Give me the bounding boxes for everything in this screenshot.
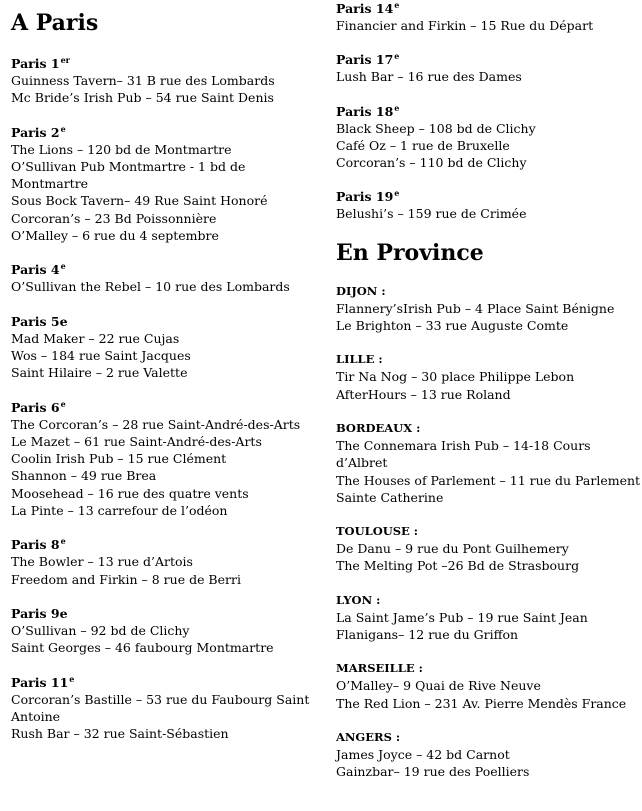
arrondissement-title [11, 261, 326, 278]
arrondissement-title-text: Paris 11 [11, 674, 69, 690]
arrondissement-title [336, 188, 642, 205]
pub-entry: O’Sullivan – 92 bd de Clichy [11, 622, 190, 638]
arrondissement-title-text: Paris 9e [11, 605, 68, 621]
pub-entry: Sainte Catherine [336, 489, 444, 505]
arrondissement-title [336, 103, 642, 120]
pub-entry: La Pinte – 13 carrefour de l’odéon [11, 503, 228, 519]
arrondissement-title [11, 313, 326, 330]
pub-entry: Guinness Tavern– 31 B rue des Lombards [11, 73, 275, 88]
pub-entry: AfterHours – 13 rue Roland [336, 386, 511, 402]
arrondissement-title-text: Paris 19 [336, 189, 394, 205]
pub-entry: Café Oz – 1 rue de Bruxelle [336, 137, 510, 153]
pub-entry: The Corcoran’s – 28 rue Saint-André-des-Arts [11, 416, 301, 432]
arrondissement-title-text: Paris 1 [11, 56, 60, 71]
pub-entry: Black Sheep – 108 bd de Clichy [336, 120, 536, 136]
pub-entry: Freedom and Firkin – 8 rue de Berri [11, 571, 241, 587]
pub-entry: Belushi’s – 159 rue de Crimée [336, 206, 527, 222]
arrondissement-title-text: Paris 4 [11, 262, 60, 278]
arrondissement-title [11, 399, 326, 416]
arrondissement-title [336, 51, 642, 68]
pub-entry: Mad Maker – 22 rue Cujas [11, 330, 180, 346]
paris-sections-right [336, 0, 642, 223]
city-title: ANGERS : [336, 729, 401, 744]
pub-entry: Saint Hilaire – 2 rue Valette [11, 365, 188, 381]
city-section [336, 729, 642, 781]
pub-entry: Shannon – 49 rue Brea [11, 468, 157, 484]
city-title: BORDEAUX : [336, 420, 421, 435]
city-title: DIJON : [336, 283, 386, 298]
pub-entry: Corcoran’s – 23 Bd Poissonnière [11, 210, 217, 226]
city-section [336, 523, 642, 575]
arrondissement-section [11, 605, 326, 657]
arrondissement-title [11, 536, 326, 553]
arrondissement-section [336, 103, 642, 172]
pub-entry: The Houses of Parlement – 11 rue du Parlement [336, 472, 641, 488]
arrondissement-title [11, 124, 326, 141]
pub-entry: James Joyce – 42 bd Carnot [336, 746, 510, 762]
arrondissement-section [11, 313, 326, 382]
arrondissement-title [11, 674, 326, 691]
arrondissement-ordinal-suffix: e [60, 261, 66, 272]
pub-entry: Corcoran’s Bastille – 53 rue du Faubourg Saint Antoine [11, 691, 310, 724]
arrondissement-section [336, 0, 642, 34]
arrondissement-section [336, 51, 642, 85]
arrondissement-section [11, 55, 326, 107]
city-title: TOULOUSE : [336, 524, 419, 539]
city-title: LYON : [336, 592, 381, 607]
city-title: MARSEILLE : [336, 661, 423, 676]
arrondissement-ordinal-suffix: e [394, 51, 400, 62]
city-section [336, 283, 642, 335]
pub-entry: O’Sullivan Pub Montmartre - 1 bd de Montmartre [11, 158, 246, 192]
arrondissement-section [11, 399, 326, 520]
pub-entry: Flannery’sIrish Pub – 4 Place Saint Bénigne [336, 300, 615, 316]
pub-entry: Tir Na Nog – 30 place Philippe Lebon [336, 369, 575, 385]
arrondissement-section [11, 124, 326, 245]
pub-entry: Financier and Firkin – 15 Rue du Départ [336, 18, 594, 33]
pub-entry: Mc Bride’s Irish Pub – 54 rue Saint Denis [11, 90, 274, 106]
pub-entry: The Lions – 120 bd de Montmartre [11, 141, 232, 157]
city-section [336, 420, 642, 506]
paris-sections-left [11, 55, 326, 742]
pub-entry: O’Malley – 6 rue du 4 septembre [11, 228, 219, 244]
arrondissement-ordinal-suffix: e [60, 123, 66, 134]
arrondissement-section [11, 261, 326, 295]
arrondissement-title [11, 55, 326, 72]
arrondissement-ordinal-suffix: er [60, 55, 70, 65]
arrondissement-title-text: Paris 8 [11, 537, 60, 553]
arrondissement-title-text: Paris 5e [11, 313, 68, 329]
arrondissement-title-text: Paris 6 [11, 399, 60, 415]
pub-entry: The Bowler – 13 rue d’Artois [11, 554, 193, 570]
province-sections [336, 283, 642, 781]
pub-entry: Lush Bar – 16 rue des Dames [336, 69, 522, 85]
pub-entry: O’Sullivan the Rebel – 10 rue des Lombards [11, 279, 290, 295]
pub-entry: Sous Bock Tavern– 49 Rue Saint Honoré [11, 193, 268, 209]
arrondissement-title [336, 0, 642, 17]
pub-entry: Le Mazet – 61 rue Saint-André-des-Arts [11, 433, 262, 449]
province-heading: En Province [336, 239, 484, 266]
city-section [336, 592, 642, 644]
arrondissement-section [11, 674, 326, 743]
pub-entry: Saint Georges – 46 faubourg Montmartre [11, 640, 274, 656]
arrondissement-title-text: Paris 14 [336, 1, 394, 16]
pub-entry: La Saint Jame’s Pub – 19 rue Saint Jean [336, 609, 588, 625]
pub-entry: Coolin Irish Pub – 15 rue Clément [11, 451, 227, 467]
arrondissement-ordinal-suffix: e [60, 536, 66, 547]
pub-entry: Gainzbar– 19 rue des Poelliers [336, 764, 530, 780]
pub-entry: The Melting Pot –26 Bd de Strasbourg [336, 558, 580, 574]
pub-entry: Rush Bar – 32 rue Saint-Sébastien [11, 726, 229, 742]
pub-entry: The Connemara Irish Pub – 14-18 Cours d’Albret [336, 437, 591, 471]
arrondissement-title [11, 605, 326, 622]
pub-entry: Flanigans– 12 rue du Griffon [336, 627, 519, 643]
arrondissement-section [336, 188, 642, 222]
arrondissement-title-text: Paris 2 [11, 124, 60, 140]
arrondissement-ordinal-suffix: e [394, 0, 400, 10]
pub-entry: Moosehead – 16 rue des quatre vents [11, 485, 249, 501]
arrondissement-title-text: Paris 17 [336, 52, 394, 68]
pub-entry: O’Malley– 9 Quai de Rive Neuve [336, 678, 541, 694]
arrondissement-section [11, 536, 326, 588]
right-column [336, 0, 642, 798]
arrondissement-ordinal-suffix: e [394, 102, 400, 113]
arrondissement-ordinal-suffix: e [69, 673, 75, 684]
pub-entry: The Red Lion – 231 Av. Pierre Mendès France [336, 695, 627, 711]
paris-heading: A Paris [11, 10, 99, 36]
arrondissement-title-text: Paris 18 [336, 103, 394, 119]
city-title: LILLE : [336, 352, 383, 367]
pub-entry: Corcoran’s – 110 bd de Clichy [336, 155, 527, 171]
pub-entry: Wos – 184 rue Saint Jacques [11, 347, 191, 363]
city-section [336, 351, 642, 403]
city-section [336, 660, 642, 712]
arrondissement-ordinal-suffix: e [60, 398, 66, 409]
pub-entry: De Danu – 9 rue du Pont Guilhemery [336, 541, 569, 557]
left-column [11, 0, 326, 759]
pub-entry: Le Brighton – 33 rue Auguste Comte [336, 318, 569, 334]
arrondissement-ordinal-suffix: e [394, 188, 400, 199]
